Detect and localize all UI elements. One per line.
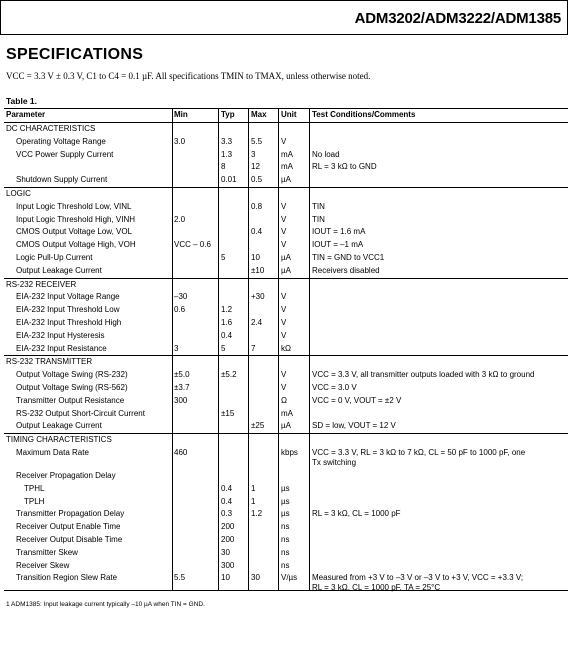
unit-cell: V bbox=[281, 382, 287, 392]
table-row bbox=[4, 521, 568, 534]
param-cell: RS-232 TRANSMITTER bbox=[6, 357, 93, 367]
column-divider bbox=[248, 108, 249, 590]
typ-cell: 5 bbox=[221, 252, 226, 262]
param-cell: Receiver Skew bbox=[16, 560, 70, 570]
table-row bbox=[4, 330, 568, 343]
table-row bbox=[4, 369, 568, 382]
param-cell: EIA-232 Input Hysteresis bbox=[16, 330, 105, 340]
typ-cell: 10 bbox=[221, 573, 230, 583]
unit-cell: V bbox=[281, 317, 287, 327]
param-cell: EIA-232 Input Resistance bbox=[16, 343, 107, 353]
typ-cell: ±5.2 bbox=[221, 370, 237, 380]
section-row bbox=[4, 123, 568, 136]
unit-cell: V bbox=[281, 227, 287, 237]
table-row bbox=[4, 420, 568, 433]
max-cell: 1 bbox=[251, 483, 256, 493]
unit-cell: Ω bbox=[281, 395, 287, 405]
typ-cell: 200 bbox=[221, 522, 235, 532]
table-row bbox=[4, 534, 568, 547]
column-divider bbox=[218, 108, 219, 590]
max-cell: 0.4 bbox=[251, 227, 263, 237]
param-cell: Output Leakage Current bbox=[16, 265, 102, 275]
conditions-cell-line2: RL = 3 kΩ, CL = 1000 pF, TA = 25°C bbox=[312, 583, 441, 593]
min-cell: 460 bbox=[174, 447, 188, 457]
conditions-cell: VCC = 3.3 V, RL = 3 kΩ to 7 kΩ, CL = 50 pF to 1000 pF, one bbox=[312, 447, 526, 457]
typ-cell: 300 bbox=[221, 560, 235, 570]
table-row bbox=[4, 408, 568, 421]
conditions-cell: Measured from +3 V to –3 V or –3 V to +3 V, VCC = +3.3 V; bbox=[312, 573, 524, 583]
table-row bbox=[4, 265, 568, 278]
typ-cell: 3.3 bbox=[221, 136, 233, 146]
table-row bbox=[4, 252, 568, 265]
section-row bbox=[4, 433, 568, 447]
max-cell: 12 bbox=[251, 162, 260, 172]
general-conditions: VCC = 3.3 V ± 0.3 V, C1 to C4 = 0.1 µF. All specifications TMIN to TMAX, unless otherwise noted. bbox=[6, 71, 371, 81]
max-cell: 7 bbox=[251, 343, 256, 353]
col-header-typ: Typ bbox=[221, 110, 235, 119]
unit-cell: µA bbox=[281, 265, 291, 275]
conditions-cell: VCC = 3.0 V bbox=[312, 382, 357, 392]
unit-cell: mA bbox=[281, 149, 293, 159]
unit-cell: mA bbox=[281, 408, 293, 418]
unit-cell: kΩ bbox=[281, 343, 291, 353]
table-row bbox=[4, 483, 568, 496]
param-cell: Shutdown Supply Current bbox=[16, 175, 108, 185]
param-cell: Input Logic Threshold Low, VINL bbox=[16, 201, 132, 211]
table-row bbox=[4, 395, 568, 408]
conditions-cell: VCC = 0 V, VOUT = ±2 V bbox=[312, 395, 402, 405]
table-row bbox=[4, 161, 568, 174]
part-number: ADM3202/ADM3222/ADM1385 bbox=[354, 10, 561, 27]
unit-cell: kbps bbox=[281, 447, 298, 457]
unit-cell: V bbox=[281, 292, 287, 302]
table-row bbox=[4, 382, 568, 395]
min-cell: –30 bbox=[174, 292, 188, 302]
table-row bbox=[4, 560, 568, 573]
conditions-cell: TIN bbox=[312, 214, 325, 224]
table-row bbox=[4, 470, 568, 483]
max-cell: 1 bbox=[251, 496, 256, 506]
page-header bbox=[0, 0, 568, 35]
section-row bbox=[4, 187, 568, 201]
conditions-cell: Receivers disabled bbox=[312, 265, 380, 275]
table-row bbox=[4, 508, 568, 521]
max-cell: 1.2 bbox=[251, 509, 263, 519]
typ-cell: 1.2 bbox=[221, 305, 233, 315]
max-cell: 10 bbox=[251, 252, 260, 262]
unit-cell: µA bbox=[281, 421, 291, 431]
max-cell: ±25 bbox=[251, 421, 265, 431]
unit-cell: V/µs bbox=[281, 573, 298, 583]
unit-cell: ns bbox=[281, 534, 290, 544]
col-header-conditions: Test Conditions/Comments bbox=[312, 110, 416, 119]
specifications-table bbox=[4, 108, 568, 595]
param-cell: Transition Region Slew Rate bbox=[16, 573, 118, 583]
param-cell: Maximum Data Rate bbox=[16, 447, 89, 457]
unit-cell: V bbox=[281, 201, 287, 211]
max-cell: 0.8 bbox=[251, 201, 263, 211]
min-cell: ±5.0 bbox=[174, 370, 190, 380]
min-cell: ±3.7 bbox=[174, 382, 190, 392]
unit-cell: V bbox=[281, 330, 287, 340]
param-cell: Transmitter Output Resistance bbox=[16, 395, 125, 405]
unit-cell: µA bbox=[281, 175, 291, 185]
section-row bbox=[4, 355, 568, 369]
typ-cell: 0.01 bbox=[221, 175, 237, 185]
conditions-cell: RL = 3 kΩ to GND bbox=[312, 162, 377, 172]
param-cell: Operating Voltage Range bbox=[16, 136, 106, 146]
typ-cell: 8 bbox=[221, 162, 226, 172]
typ-cell: 0.4 bbox=[221, 496, 233, 506]
param-cell: TIMING CHARACTERISTICS bbox=[6, 435, 112, 445]
param-cell: CMOS Output Voltage Low, VOL bbox=[16, 227, 133, 237]
table-row bbox=[4, 214, 568, 227]
table-row bbox=[4, 136, 568, 149]
max-cell: +30 bbox=[251, 292, 265, 302]
col-header-min: Min bbox=[174, 110, 188, 119]
param-cell: CMOS Output Voltage High, VOH bbox=[16, 240, 136, 250]
table-bottom-rule bbox=[4, 590, 568, 591]
max-cell: ±10 bbox=[251, 265, 265, 275]
table-row bbox=[4, 317, 568, 330]
conditions-cell: RL = 3 kΩ, CL = 1000 pF bbox=[312, 509, 401, 519]
section-row bbox=[4, 278, 568, 292]
param-cell: Logic Pull-Up Current bbox=[16, 252, 93, 262]
table-row bbox=[4, 201, 568, 214]
table-row bbox=[4, 343, 568, 356]
table-row bbox=[4, 447, 568, 470]
unit-cell: ns bbox=[281, 560, 290, 570]
typ-cell: 0.4 bbox=[221, 483, 233, 493]
column-divider bbox=[278, 108, 279, 590]
param-cell: DC CHARACTERISTICS bbox=[6, 124, 96, 133]
conditions-cell: SD = low, VOUT = 12 V bbox=[312, 421, 396, 431]
min-cell: 3 bbox=[174, 343, 179, 353]
unit-cell: V bbox=[281, 136, 287, 146]
typ-cell: ±15 bbox=[221, 408, 235, 418]
min-cell: 2.0 bbox=[174, 214, 186, 224]
unit-cell: µs bbox=[281, 496, 290, 506]
param-cell: EIA-232 Input Threshold Low bbox=[16, 305, 120, 315]
param-cell: RS-232 Output Short-Circuit Current bbox=[16, 408, 145, 418]
unit-cell: µs bbox=[281, 483, 290, 493]
param-cell: TPHL bbox=[24, 483, 45, 493]
max-cell: 30 bbox=[251, 573, 260, 583]
unit-cell: ns bbox=[281, 547, 290, 557]
table-caption: Table 1. bbox=[6, 96, 38, 106]
typ-cell: 1.3 bbox=[221, 149, 233, 159]
conditions-cell: VCC = 3.3 V, all transmitter outputs loaded with 3 kΩ to ground bbox=[312, 370, 535, 380]
max-cell: 0.5 bbox=[251, 175, 263, 185]
col-header-max: Max bbox=[251, 110, 267, 119]
unit-cell: V bbox=[281, 305, 287, 315]
min-cell: 5.5 bbox=[174, 573, 186, 583]
min-cell: 300 bbox=[174, 395, 188, 405]
param-cell: VCC Power Supply Current bbox=[16, 149, 114, 159]
conditions-cell: TIN = GND to VCC1 bbox=[312, 252, 385, 262]
typ-cell: 30 bbox=[221, 547, 230, 557]
param-cell: Output Leakage Current bbox=[16, 421, 102, 431]
table-header bbox=[4, 108, 568, 123]
max-cell: 2.4 bbox=[251, 317, 263, 327]
param-cell: Input Logic Threshold High, VINH bbox=[16, 214, 136, 224]
param-cell: Output Voltage Swing (RS-232) bbox=[16, 370, 128, 380]
conditions-cell: TIN bbox=[312, 201, 325, 211]
max-cell: 3 bbox=[251, 149, 256, 159]
min-cell: 0.6 bbox=[174, 305, 186, 315]
param-cell: Transmitter Skew bbox=[16, 547, 78, 557]
param-cell: EIA-232 Input Threshold High bbox=[16, 317, 122, 327]
unit-cell: V bbox=[281, 370, 287, 380]
param-cell: Receiver Output Enable Time bbox=[16, 522, 121, 532]
unit-cell: V bbox=[281, 240, 287, 250]
param-cell: Receiver Output Disable Time bbox=[16, 534, 123, 544]
table-row bbox=[4, 239, 568, 252]
unit-cell: mA bbox=[281, 162, 293, 172]
table-row bbox=[4, 149, 568, 162]
footnote: 1 ADM1385: Input leakage current typically –10 µA when TIN = GND. bbox=[6, 601, 205, 608]
table-row bbox=[4, 174, 568, 187]
table-row bbox=[4, 572, 568, 595]
typ-cell: 5 bbox=[221, 343, 226, 353]
conditions-cell: IOUT = 1.6 mA bbox=[312, 227, 366, 237]
conditions-cell: IOUT = –1 mA bbox=[312, 240, 364, 250]
typ-cell: 0.4 bbox=[221, 330, 233, 340]
param-cell: LOGIC bbox=[6, 188, 31, 198]
column-divider bbox=[172, 108, 173, 590]
page-title: SPECIFICATIONS bbox=[6, 46, 144, 63]
col-header-unit: Unit bbox=[281, 110, 297, 119]
unit-cell: V bbox=[281, 214, 287, 224]
unit-cell: ns bbox=[281, 522, 290, 532]
table-row bbox=[4, 291, 568, 304]
table-body bbox=[4, 123, 568, 595]
param-cell: Transmitter Propagation Delay bbox=[16, 509, 125, 519]
param-cell: RS-232 RECEIVER bbox=[6, 279, 77, 289]
table-row bbox=[4, 547, 568, 560]
table-row bbox=[4, 304, 568, 317]
typ-cell: 200 bbox=[221, 534, 235, 544]
table-row bbox=[4, 496, 568, 509]
param-cell: Receiver Propagation Delay bbox=[16, 470, 116, 480]
col-header-parameter: Parameter bbox=[6, 110, 46, 119]
typ-cell: 0.3 bbox=[221, 509, 233, 519]
column-divider bbox=[309, 108, 310, 590]
typ-cell: 1.6 bbox=[221, 317, 233, 327]
param-cell: TPLH bbox=[24, 496, 45, 506]
min-cell: VCC – 0.6 bbox=[174, 240, 211, 250]
param-cell: EIA-232 Input Voltage Range bbox=[16, 292, 120, 302]
conditions-cell-line2: Tx switching bbox=[312, 457, 357, 467]
unit-cell: µs bbox=[281, 509, 290, 519]
param-cell: Output Voltage Swing (RS-562) bbox=[16, 382, 128, 392]
unit-cell: µA bbox=[281, 252, 291, 262]
table-row bbox=[4, 226, 568, 239]
max-cell: 5.5 bbox=[251, 136, 263, 146]
conditions-cell: No load bbox=[312, 149, 340, 159]
min-cell: 3.0 bbox=[174, 136, 186, 146]
